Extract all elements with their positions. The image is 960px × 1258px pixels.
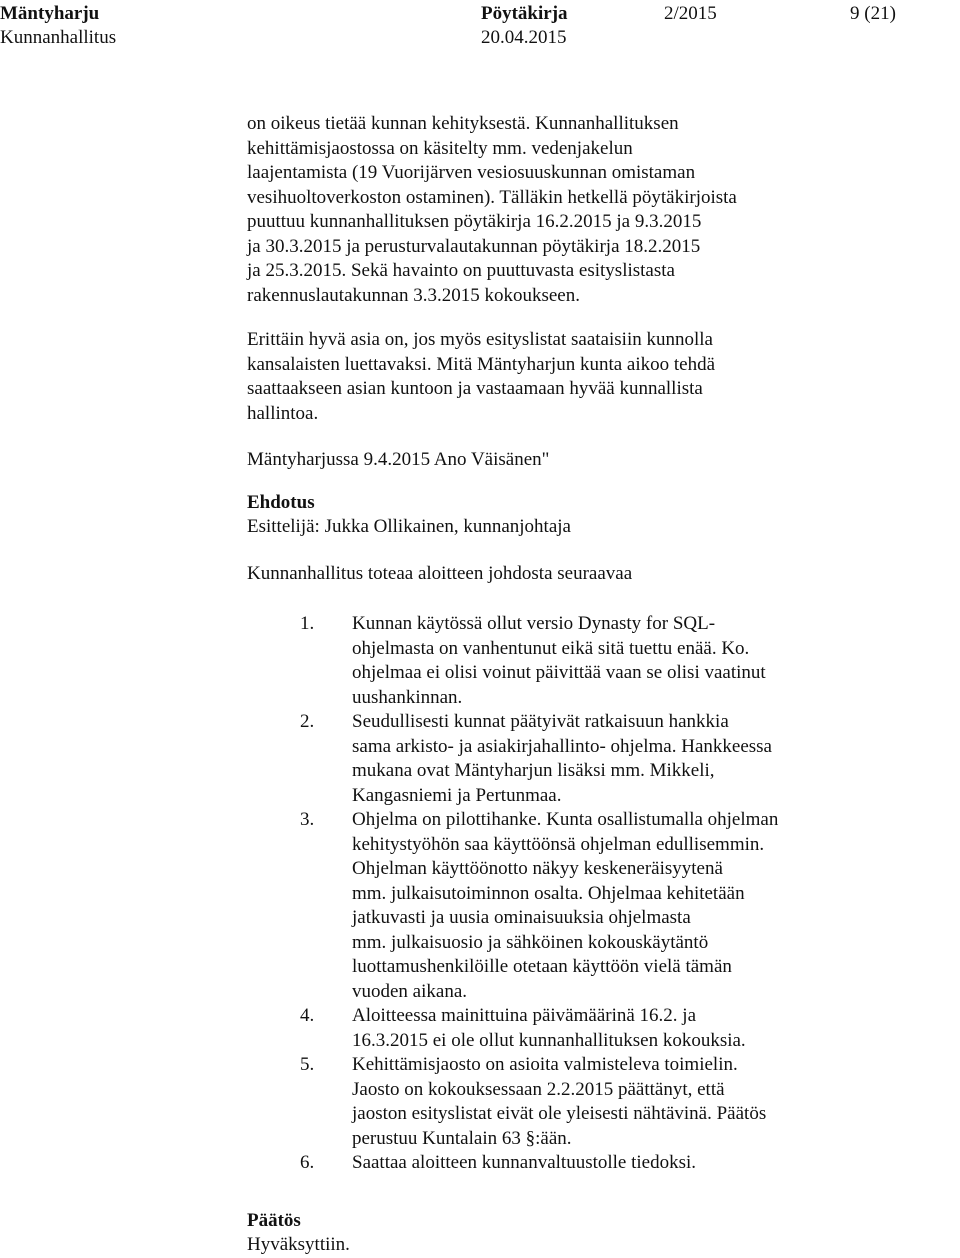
body-name: Kunnanhallitus <box>0 27 117 48</box>
text-line: kansalaisten luettavaksi. Mitä Mäntyharjun kunta aikoo tehdä <box>247 353 716 375</box>
clause-item <box>300 808 920 1004</box>
municipality-name: Mäntyharju <box>0 3 100 24</box>
clause-line: kehitystyöhön saa käyttöönsä ohjelman edullisemmin. <box>352 833 765 855</box>
paragraph-initiative-continuation <box>247 112 867 308</box>
clause-line: Kunnan käytössä ollut versio Dynasty for SQL- <box>352 613 716 634</box>
text-line: vesihuoltoverkoston ostaminen). Tälläkin hetkellä pöytäkirjoista <box>247 186 737 208</box>
clause-number: 6. <box>300 1152 315 1173</box>
clause-line: jaoston esityslistat eivät ole yleisesti nähtävinä. Päätös <box>352 1103 767 1124</box>
clause-line: Aloitteessa mainittuina päivämäärinä 16.2. ja <box>352 1005 697 1026</box>
clause-line: ohjelmaa ei olisi voinut päivittää vaan se olisi vaatinut <box>352 662 766 683</box>
clause-line: mm. julkaisuosio ja sähköinen kokouskäytäntö <box>352 931 709 953</box>
clause-line: vuoden aikana. <box>352 980 468 1002</box>
clause-item <box>300 1004 920 1053</box>
text-line: Erittäin hyvä asia on, jos myös esityslistat saataisiin kunnolla <box>247 329 713 350</box>
text-line: ja 25.3.2015. Sekä havainto on puuttuvasta esityslistasta <box>247 260 675 281</box>
clause-line: jatkuvasti ja uusia ominaisuuksia ohjelmasta <box>352 907 691 928</box>
page-number: 9 (21) <box>850 3 896 24</box>
decision-text: Hyväksyttiin. <box>247 1234 350 1255</box>
clause-item <box>300 1151 920 1176</box>
clause-line: perustuu Kuntalain 63 §:ään. <box>352 1127 572 1149</box>
clause-item <box>300 1053 920 1151</box>
clause-line: Kehittämisjaosto on asioita valmisteleva toimielin. <box>352 1054 738 1075</box>
signature-line: Mäntyharjussa 9.4.2015 Ano Väisänen" <box>247 449 550 470</box>
document-number: 2/2015 <box>664 3 717 24</box>
clause-line: mukana ovat Mäntyharjun lisäksi mm. Mikkeli, <box>352 760 715 781</box>
clause-line: Ohjelma on pilottihanke. Kunta osallistumalla ohjelman <box>352 809 779 830</box>
clause-number: 4. <box>300 1005 315 1026</box>
document-body <box>247 112 867 1176</box>
text-line: kehittämisjaostossa on käsitelty mm. vedenjakelun <box>247 137 633 159</box>
meeting-date: 20.04.2015 <box>481 27 567 48</box>
text-line: laajentamista (19 Vuorijärven vesiosuuskunnan omistaman <box>247 162 696 183</box>
clause-line: ohjelmasta on vanhentunut eikä sitä tuettu enää. Ko. <box>352 637 750 659</box>
clause-line: Saattaa aloitteen kunnanvaltuustolle tiedoksi. <box>352 1152 697 1173</box>
paragraph-agenda-request <box>247 328 867 426</box>
proposal-heading: Ehdotus <box>247 491 315 513</box>
decision-heading: Päätös <box>247 1210 301 1231</box>
document-type: Pöytäkirja <box>481 3 568 24</box>
clause-line: uushankinnan. <box>352 686 463 708</box>
clause-number: 2. <box>300 711 315 732</box>
text-line: saattaakseen asian kuntoon ja vastaamaan hyvää kunnallista <box>247 378 703 399</box>
statement-line: Kunnanhallitus toteaa aloitteen johdosta seuraavaa <box>247 562 633 584</box>
clause-number: 5. <box>300 1054 315 1075</box>
clause-line: mm. julkaisutoiminnon osalta. Ohjelmaa kehitetään <box>352 882 745 904</box>
clause-line: luottamushenkilöille otetaan käyttöön vielä tämän <box>352 956 732 977</box>
clause-line: Ohjelman käyttöönotto näkyy keskeneräisyytenä <box>352 858 723 879</box>
text-line: puuttuu kunnanhallituksen pöytäkirja 16.2.2015 ja 9.3.2015 <box>247 211 702 232</box>
decision-section <box>247 1209 350 1257</box>
clause-line: sama arkisto- ja asiakirjahallinto- ohjelma. Hankkeessa <box>352 735 772 757</box>
clause-number: 3. <box>300 809 315 830</box>
clause-line: Jaosto on kokouksessaan 2.2.2015 päättänyt, että <box>352 1078 725 1100</box>
clause-item <box>300 710 920 808</box>
clause-line: 16.3.2015 ei ole ollut kunnanhallituksen kokouksia. <box>352 1029 746 1051</box>
text-line: rakennuslautakunnan 3.3.2015 kokoukseen. <box>247 284 580 306</box>
clause-list <box>300 612 920 1176</box>
clause-number: 1. <box>300 613 315 634</box>
text-line: ja 30.3.2015 ja perusturvalautakunnan pöytäkirja 18.2.2015 <box>247 235 701 257</box>
text-line: on oikeus tietää kunnan kehityksestä. Kunnanhallituksen <box>247 113 679 134</box>
presenter-line: Esittelijä: Jukka Ollikainen, kunnanjohtaja <box>247 516 571 537</box>
clause-item <box>300 612 920 710</box>
page-header <box>0 0 960 50</box>
text-line: hallintoa. <box>247 402 319 424</box>
clause-line: Seudullisesti kunnat päätyivät ratkaisuun hankkia <box>352 711 729 732</box>
clause-line: Kangasniemi ja Pertunmaa. <box>352 784 562 806</box>
